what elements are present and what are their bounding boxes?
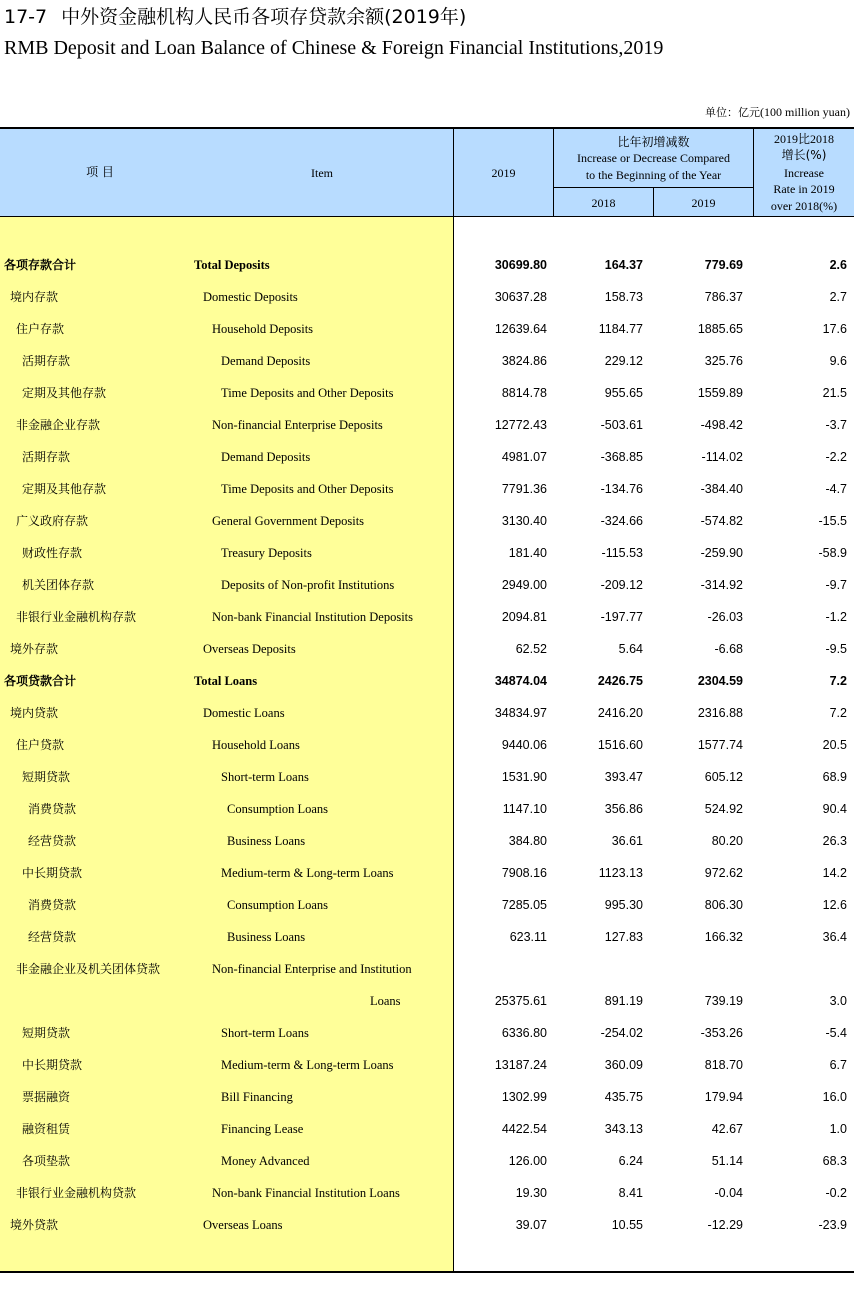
row-item-cn: 住户存款 <box>16 322 65 336</box>
table-row <box>0 1081 854 1113</box>
growth-rate-cell: -15.5 <box>818 514 847 528</box>
row-item-cn: 定期及其他存款 <box>22 386 107 400</box>
growth-rate-cell: -58.9 <box>818 546 847 560</box>
table-row <box>0 729 854 761</box>
value-2019-cell: 12772.43 <box>494 418 547 432</box>
page-title-cn <box>4 6 466 28</box>
growth-rate-cell: 2.6 <box>829 258 847 272</box>
change-2019-cell: 325.76 <box>704 354 743 368</box>
change-2018-cell: 343.13 <box>604 1122 643 1136</box>
table-row <box>0 281 854 313</box>
table-row <box>0 1177 854 1209</box>
growth-rate-cell: -0.2 <box>825 1186 847 1200</box>
growth-rate-cell: -3.7 <box>825 418 847 432</box>
growth-rate-cell: -4.7 <box>825 482 847 496</box>
change-2018-cell: -115.53 <box>601 546 643 560</box>
table-row <box>0 889 854 921</box>
row-item-cn: 广义政府存款 <box>16 514 89 528</box>
change-2018-cell: 435.75 <box>604 1090 643 1104</box>
table-number: 17-7 <box>4 6 48 28</box>
growth-rate-cell: 12.6 <box>822 898 847 912</box>
value-2019-cell: 6336.80 <box>501 1026 547 1040</box>
row-item-en: General Government Deposits <box>212 514 365 528</box>
row-item-en: Non-bank Financial Institution Loans <box>212 1186 400 1200</box>
row-item-en: Non-financial Enterprise Deposits <box>212 418 383 432</box>
change-2019-cell: -574.82 <box>700 514 743 528</box>
header-rate-4: Rate in 2019 <box>773 182 835 196</box>
growth-rate-cell: -2.2 <box>825 450 847 464</box>
table-row <box>0 345 854 377</box>
value-2019-cell: 62.52 <box>515 642 547 656</box>
unit-en: (100 million yuan) <box>760 105 850 119</box>
unit-label <box>705 104 850 120</box>
row-item-cn: 非银行业金融机构贷款 <box>16 1186 137 1200</box>
change-2018-cell: -209.12 <box>600 578 643 592</box>
row-item-en: Domestic Deposits <box>203 290 298 304</box>
row-item-cn: 活期存款 <box>22 450 71 464</box>
table-row <box>0 1017 854 1049</box>
table-row <box>0 473 854 505</box>
growth-rate-cell: 26.3 <box>822 834 847 848</box>
row-item-en: Deposits of Non-profit Institutions <box>221 578 395 592</box>
row-item-en: Treasury Deposits <box>221 546 312 560</box>
growth-rate-cell: 68.3 <box>822 1154 847 1168</box>
change-2018-cell: 36.61 <box>611 834 643 848</box>
header-change-en-2: to the Beginning of the Year <box>585 168 722 182</box>
change-2018-cell: -324.66 <box>600 514 643 528</box>
growth-rate-cell: 20.5 <box>822 738 847 752</box>
table-row <box>0 761 854 793</box>
change-2018-cell: 360.09 <box>604 1058 643 1072</box>
change-2018-cell: 891.19 <box>604 994 643 1008</box>
header-bottom-border <box>0 216 854 217</box>
value-2019-cell: 7791.36 <box>501 482 547 496</box>
row-item-cn: 非银行业金融机构存款 <box>16 610 137 624</box>
row-item-en: Demand Deposits <box>221 450 311 464</box>
row-item-en: Medium-term & Long-term Loans <box>221 866 394 880</box>
change-2018-cell: -368.85 <box>600 450 643 464</box>
row-item-en: Short-term Loans <box>221 1026 309 1040</box>
change-2018-cell: -503.61 <box>600 418 643 432</box>
table-row <box>0 313 854 345</box>
table-row <box>0 377 854 409</box>
value-2019-cell <box>454 953 547 985</box>
change-2018-cell: 164.37 <box>604 258 643 272</box>
table-row <box>0 409 854 441</box>
change-2019-cell: 739.19 <box>704 994 743 1008</box>
row-item-en: Household Loans <box>212 738 300 752</box>
value-2019-cell: 4422.54 <box>501 1122 547 1136</box>
change-2019-cell: 166.32 <box>704 930 743 944</box>
growth-rate-cell: -9.7 <box>825 578 847 592</box>
change-2018-cell: 2416.20 <box>597 706 643 720</box>
row-item-cn: 中长期贷款 <box>22 1058 83 1072</box>
change-2018-cell: 995.30 <box>604 898 643 912</box>
change-2018-cell: 955.65 <box>604 386 643 400</box>
change-2019-cell: -114.02 <box>701 450 743 464</box>
header-rate-2: 增长(%) <box>781 148 827 162</box>
change-2019-cell: 51.14 <box>711 1154 743 1168</box>
value-2019-cell: 2094.81 <box>501 610 547 624</box>
row-item-en: Bill Financing <box>221 1090 293 1104</box>
table-row <box>0 793 854 825</box>
growth-rate-cell: 17.6 <box>822 322 847 336</box>
row-item-en: Overseas Deposits <box>203 642 296 656</box>
row-item-en: Demand Deposits <box>221 354 311 368</box>
row-item-cn: 各项贷款合计 <box>4 674 77 688</box>
row-item-cn: 消费贷款 <box>28 802 77 816</box>
table-row <box>0 1209 854 1241</box>
row-item-cn: 短期贷款 <box>22 1026 71 1040</box>
table-row <box>0 441 854 473</box>
row-item-en: Short-term Loans <box>221 770 309 784</box>
change-2019-cell: -12.29 <box>707 1218 743 1232</box>
change-2018-cell <box>554 953 643 985</box>
change-2018-cell: 1123.13 <box>598 866 643 880</box>
row-item-en: Household Deposits <box>212 322 314 336</box>
header-change-cn: 比年初增减数 <box>617 135 690 149</box>
table-row <box>0 569 854 601</box>
row-item-cn: 各项存款合计 <box>4 258 77 272</box>
table-row <box>0 633 854 665</box>
value-2019-cell: 7285.05 <box>501 898 547 912</box>
value-2019-cell: 2949.00 <box>501 578 547 592</box>
table-row <box>0 825 854 857</box>
table-row <box>0 953 854 985</box>
row-item-cn: 境内存款 <box>10 290 59 304</box>
row-item-cn: 定期及其他存款 <box>22 482 107 496</box>
growth-rate-cell: 1.0 <box>829 1122 847 1136</box>
change-2018-cell: 1516.60 <box>597 738 643 752</box>
change-2019-cell: 42.67 <box>711 1122 743 1136</box>
growth-rate-cell: 3.0 <box>829 994 847 1008</box>
value-2019-cell: 181.40 <box>508 546 547 560</box>
change-2018-cell: 2426.75 <box>597 674 643 688</box>
table-row <box>0 985 854 1017</box>
row-item-cn: 机关团体存款 <box>22 578 95 592</box>
value-2019-cell: 13187.24 <box>494 1058 547 1072</box>
change-2018-cell: 5.64 <box>618 642 643 656</box>
table-row <box>0 1049 854 1081</box>
change-2019-cell: 605.12 <box>704 770 743 784</box>
header-item-cn: 项 目 <box>86 165 114 179</box>
change-2019-cell <box>654 953 743 985</box>
growth-rate-cell: 21.5 <box>822 386 847 400</box>
table-row <box>0 665 854 697</box>
value-2019-cell: 384.80 <box>508 834 547 848</box>
row-item-en: Total Deposits <box>194 258 270 272</box>
header-rate-5: over 2018(%) <box>770 199 838 213</box>
growth-rate-cell: 7.2 <box>829 706 847 720</box>
header-change-en-1: Increase or Decrease Compared <box>577 151 730 165</box>
row-item-cn: 境内贷款 <box>10 706 59 720</box>
table-row <box>0 537 854 569</box>
row-item-en: Money Advanced <box>221 1154 310 1168</box>
growth-rate-cell: -23.9 <box>818 1218 847 1232</box>
growth-rate-cell: 90.4 <box>822 802 847 816</box>
row-item-en: Business Loans <box>227 930 306 944</box>
value-2019-cell: 3824.86 <box>501 354 547 368</box>
growth-rate-cell: 16.0 <box>822 1090 847 1104</box>
row-item-cn: 票据融资 <box>22 1090 71 1104</box>
value-2019-cell: 39.07 <box>515 1218 547 1232</box>
row-item-en: Business Loans <box>227 834 306 848</box>
change-2018-cell: 6.24 <box>618 1154 643 1168</box>
change-2018-cell: 1184.77 <box>598 322 643 336</box>
value-2019-cell: 34874.04 <box>494 674 547 688</box>
growth-rate-cell: -9.5 <box>825 642 847 656</box>
change-2019-cell: 2316.88 <box>697 706 743 720</box>
growth-rate-cell: 7.2 <box>829 674 847 688</box>
change-2019-cell: 806.30 <box>704 898 743 912</box>
row-item-cn: 财政性存款 <box>22 546 83 560</box>
table-row <box>0 1145 854 1177</box>
change-2018-cell: 356.86 <box>604 802 643 816</box>
row-item-cn: 非金融企业存款 <box>16 418 101 432</box>
header-item-en: Item <box>311 166 333 180</box>
growth-rate-cell: 6.7 <box>829 1058 847 1072</box>
change-2018-cell: 127.83 <box>604 930 643 944</box>
growth-rate-cell: 14.2 <box>822 866 847 880</box>
value-2019-cell: 8814.78 <box>501 386 547 400</box>
value-2019-cell: 7908.16 <box>501 866 547 880</box>
change-2019-cell: 786.37 <box>704 290 743 304</box>
header-change-2018: 2018 <box>591 196 616 210</box>
row-item-cn: 境外存款 <box>10 642 59 656</box>
row-item-cn: 境外贷款 <box>10 1218 59 1232</box>
value-2019-cell: 1302.99 <box>501 1090 547 1104</box>
value-2019-cell: 30637.28 <box>494 290 547 304</box>
value-2019-cell: 623.11 <box>509 930 547 944</box>
value-2019-cell: 19.30 <box>515 1186 547 1200</box>
value-2019-cell: 34834.97 <box>494 706 547 720</box>
row-item-en: Consumption Loans <box>227 898 329 912</box>
change-2019-cell: -498.42 <box>700 418 743 432</box>
header-top-border <box>0 127 854 129</box>
table-row <box>0 505 854 537</box>
row-item-en: Overseas Loans <box>203 1218 283 1232</box>
row-item-cn: 融资租赁 <box>22 1122 71 1136</box>
change-2019-cell: -384.40 <box>700 482 743 496</box>
row-item-en: Medium-term & Long-term Loans <box>221 1058 394 1072</box>
change-2019-cell: -259.90 <box>700 546 743 560</box>
change-2018-cell: -134.76 <box>600 482 643 496</box>
table-row <box>0 697 854 729</box>
change-2018-cell: -254.02 <box>600 1026 643 1040</box>
row-item-en: Time Deposits and Other Deposits <box>221 482 394 496</box>
row-item-cn: 活期存款 <box>22 354 71 368</box>
change-2019-cell: 972.62 <box>704 866 743 880</box>
growth-rate-cell <box>754 953 847 985</box>
table-row <box>0 601 854 633</box>
growth-rate-cell: 2.7 <box>829 290 847 304</box>
row-item-cn: 中长期贷款 <box>22 866 83 880</box>
change-2019-cell: -6.68 <box>714 642 743 656</box>
change-2018-cell: 393.47 <box>604 770 643 784</box>
table-row <box>0 1113 854 1145</box>
growth-rate-cell: -5.4 <box>825 1026 847 1040</box>
growth-rate-cell: 68.9 <box>822 770 847 784</box>
change-2019-cell: 779.69 <box>704 258 743 272</box>
table-row <box>0 921 854 953</box>
change-2018-cell: 10.55 <box>611 1218 643 1232</box>
header-rate-1: 2019比2018 <box>773 132 834 146</box>
row-item-en: Non-bank Financial Institution Deposits <box>212 610 414 624</box>
table-row <box>0 249 854 281</box>
title-cn-text: 中外资金融机构人民币各项存贷款余额(2019年) <box>61 6 467 28</box>
change-2018-cell: 158.73 <box>604 290 643 304</box>
change-2018-cell: -197.77 <box>600 610 643 624</box>
table-bottom-border <box>0 1271 854 1273</box>
change-2019-cell: 179.94 <box>704 1090 743 1104</box>
change-2019-cell: -26.03 <box>707 610 743 624</box>
change-2019-cell: 818.70 <box>704 1058 743 1072</box>
change-2019-cell: 1559.89 <box>697 386 743 400</box>
row-item-cn: 各项垫款 <box>22 1154 71 1168</box>
change-2018-cell: 229.12 <box>604 354 643 368</box>
value-2019-cell: 1531.90 <box>501 770 547 784</box>
change-2019-cell: 2304.59 <box>697 674 743 688</box>
page-title-en: RMB Deposit and Loan Balance of Chinese & Foreign Financial Institutions,2019 <box>4 37 664 59</box>
row-item-en: Non-financial Enterprise and Institution <box>212 962 412 976</box>
row-item-en: Domestic Loans <box>203 706 285 720</box>
table-row <box>0 857 854 889</box>
change-2019-cell: -0.04 <box>714 1186 743 1200</box>
row-item-cn: 经营贷款 <box>28 930 77 944</box>
header-rate-3: Increase <box>784 166 824 180</box>
change-2019-cell: 524.92 <box>704 802 743 816</box>
row-item-cn: 住户贷款 <box>16 738 65 752</box>
unit-cn: 单位：亿元 <box>705 106 760 119</box>
value-2019-cell: 9440.06 <box>501 738 547 752</box>
change-2019-cell: -314.92 <box>700 578 743 592</box>
header-col-2019: 2019 <box>491 166 516 180</box>
header-change-2019: 2019 <box>691 196 716 210</box>
row-item-cn: 短期贷款 <box>22 770 71 784</box>
value-2019-cell: 3130.40 <box>501 514 547 528</box>
change-2019-cell: -353.26 <box>700 1026 743 1040</box>
row-item-cn: 非金融企业及机关团体贷款 <box>16 962 161 976</box>
change-2019-cell: 1885.65 <box>697 322 743 336</box>
value-2019-cell: 12639.64 <box>494 322 547 336</box>
value-2019-cell: 30699.80 <box>494 258 547 272</box>
value-2019-cell: 25375.61 <box>494 994 547 1008</box>
change-2018-cell: 8.41 <box>618 1186 643 1200</box>
row-item-en: Time Deposits and Other Deposits <box>221 386 394 400</box>
value-2019-cell: 126.00 <box>508 1154 547 1168</box>
row-item-en: Consumption Loans <box>227 802 329 816</box>
row-item-cn: 消费贷款 <box>28 898 77 912</box>
change-2019-cell: 1577.74 <box>697 738 743 752</box>
row-item-cn: 经营贷款 <box>28 834 77 848</box>
growth-rate-cell: 36.4 <box>822 930 847 944</box>
row-item-en: Financing Lease <box>221 1122 304 1136</box>
growth-rate-cell: 9.6 <box>829 354 847 368</box>
value-2019-cell: 1147.10 <box>502 802 547 816</box>
value-2019-cell: 4981.07 <box>501 450 547 464</box>
change-2019-cell: 80.20 <box>711 834 743 848</box>
row-item-en: Loans <box>370 994 401 1008</box>
growth-rate-cell: -1.2 <box>825 610 847 624</box>
row-item-en: Total Loans <box>194 674 258 688</box>
